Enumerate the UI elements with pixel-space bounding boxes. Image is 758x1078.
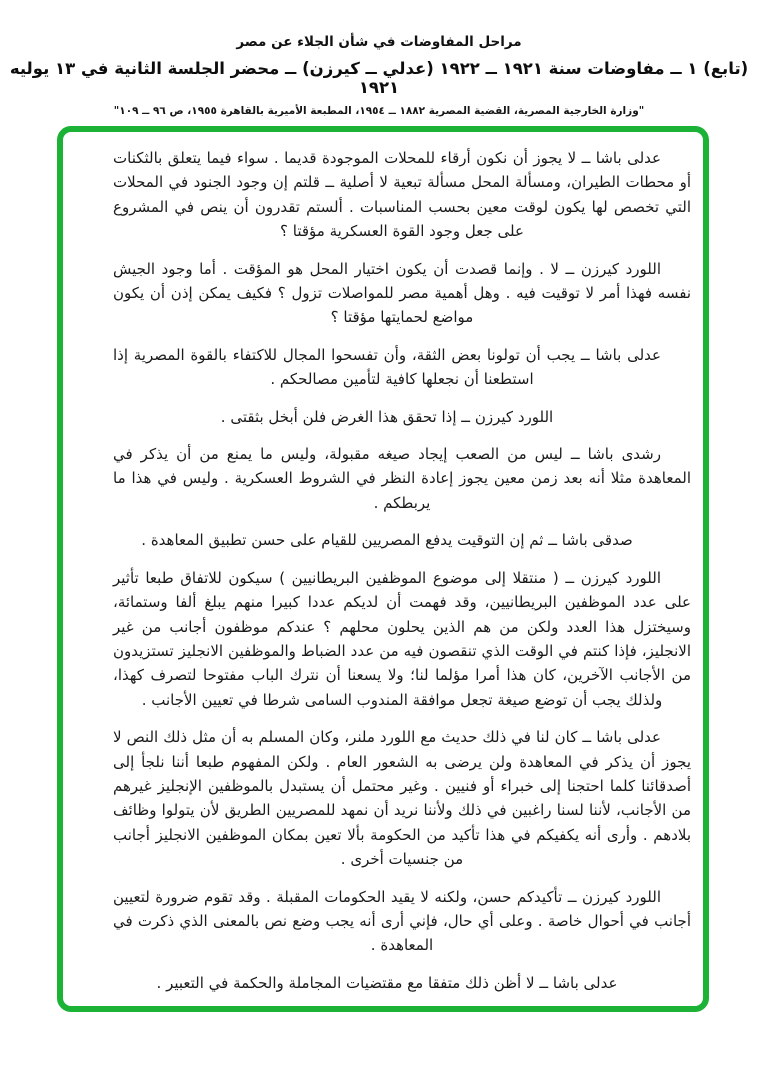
dialogue-text: لا يجوز أن نكون أرقاء للمحلات الموجودة قديما . سواء فيما يتعلق بالثكنات أو محطات الطيران، ومسألة المحل مسألة تبعية لا أصلية ــ قلتم إن وجود الجنود في المحلات التي تخصص لها يكون لوقت معين بحسب المناسبات . ألستم تقدرون أن ينص في المشروع على جعل وجود القوة العسكرية مؤقتا ؟ <box>113 149 691 241</box>
dialogue-text: تأكيدكم حسن، ولكنه لا يقيد الحكومات المقبلة . وقد تقوم ضرورة لتعيين أجانب في أحوال خاصة . وعلى أي حال، فإني أرى أنه يجب وضع نص بالمعنى الذي ذكرت في المعاهدة . <box>113 887 691 955</box>
speaker-separator: ــ <box>562 887 582 906</box>
source-citation: "وزارة الخارجية المصرية، القضية المصرية ١٨٨٢ ــ ١٩٥٤، المطبعة الأميرية بالقاهرة ١٩٥٥، ص ٩٦ ــ ١٠٩" <box>113 105 645 117</box>
dialogue-paragraph <box>113 528 691 552</box>
dialogue-text: ثم إن التوقيت يدفع المصريين للقيام على حسن تطبيق المعاهدة . <box>141 531 544 550</box>
dialogue-text: إذا تحقق هذا الغرض فلن أبخل بثقتى . <box>220 407 457 426</box>
dialogue-paragraph <box>113 971 691 995</box>
dialogue-text: كان لنا في ذلك حديث مع اللورد ملنر، وكان المسلم به أن مثل ذلك النص لا يجوز أن يذكر في المعاهدة ولن يرضى به الشعور العام . ولكن المفهوم طبعا أننا نلجأ إلى أصدقائنا كلما احتجنا إلى خبراء أو فنيين . وغير محتمل أن يستبدل بالموظفين الإنجليز غيرهم من الأجانب، لأننا لسنا راغبين في ذلك ولأننا نريد أن نمهد للمصريين الطريق لأن يتولوا وظائف بلادهم . وأرى أنه يكفيكم في هذا تأكيد من الحكومة بألا تعين بمكان الموظفين الانجليز أجانب من جنسيات أخرى . <box>113 728 691 869</box>
speaker-separator: ــ <box>558 568 581 587</box>
speaker-name: صدقى باشا <box>561 531 633 550</box>
speaker-name: اللورد كيرزن <box>580 568 662 587</box>
speaker-name: اللورد كيرزن <box>581 887 661 906</box>
dialogue-paragraph <box>113 725 691 871</box>
speaker-separator: ــ <box>575 345 596 364</box>
speaker-separator: ــ <box>456 407 475 426</box>
speaker-name: اللورد كيرزن <box>580 259 662 278</box>
dialogue-paragraph <box>113 257 691 330</box>
speaker-name: عدلى باشا <box>595 345 662 364</box>
dialogue-paragraph <box>113 566 691 712</box>
highlight-frame <box>57 126 709 1012</box>
dialogue-text: لا . وإنما قصدت أن يكون اختيار المحل هو المؤقت . أما وجود الجيش نفسه فهذا أمر لا توقيت فيه . وهل أهمية مصر للمواصلات تزول ؟ فكيف يمكن إذن أن يكون مواضع لحمايتها مؤقتا ؟ <box>113 259 691 327</box>
speaker-separator: ــ <box>577 728 597 747</box>
speaker-name: عدلى باشا <box>596 728 661 747</box>
speaker-name: عدلى باشا <box>552 973 618 992</box>
dialogue-transcript <box>113 146 691 995</box>
speaker-name: اللورد كيرزن <box>474 407 554 426</box>
dialogue-text: لا أظن ذلك متفقا مع مقتضيات المجاملة والحكمة في التعبير . <box>156 973 535 992</box>
speaker-separator: ــ <box>543 531 562 550</box>
speaker-separator: ــ <box>562 445 588 464</box>
dialogue-paragraph <box>113 885 691 958</box>
dialogue-paragraph <box>113 442 691 515</box>
speaker-separator: ــ <box>534 973 553 992</box>
dialogue-paragraph <box>113 146 691 244</box>
dialogue-text: ( منتقلا إلى موضوع الموظفين البريطانيين ) سيكون للاتفاق طبعا تأثير على عدد الموظفين البريطانيين، وقد فهمت أن لديكم عددا كبيرا منهم يبلغ ألفا وستمائة، وسيختزل هذا العدد ولكن من هم الذين يحلون محلهم ؟ عندكم موظفون أجانب من غير الانجليز، فإذا كنتم في الوقت الذي تنقصون فيه من عدد الضباط والموظفين الانجليز تستزيدون من الأجانب الآخرين، كان هذا أمرا مؤلما لنا؛ ولا يسعنا أن نترك الباب مفتوحا لتصرف كهذا، ولذلك يجب أن توضع صيغة تجعل موافقة المندوب السامى شرطا في تعيين الأجانب . <box>113 568 691 709</box>
page-subtitle: (تابع) ١ ــ مفاوضات سنة ١٩٢١ ــ ١٩٢٢ (عدلي ــ كيرزن) ــ محضر الجلسة الثانية في ١٣ يوليه ١٩٢١ <box>9 59 749 97</box>
dialogue-text: ليس من الصعب إيجاد صيغه مقبولة، وليس ما يمنع من أن يذكر في المعاهدة مثلا أنه بعد زمن معين يجوز إعادة النظر في الشروط العسكرية . وليس في هذا ما يربطكم . <box>113 445 691 512</box>
page-title: مراحل المفاوضات في شأن الجلاء عن مصر <box>236 34 522 50</box>
speaker-name: عدلى باشا <box>595 149 661 167</box>
dialogue-paragraph <box>113 405 691 429</box>
dialogue-paragraph <box>113 343 691 392</box>
speaker-separator: ــ <box>576 149 596 167</box>
speaker-name: رشدى باشا <box>587 445 661 464</box>
page-header <box>0 34 758 117</box>
dialogue-text: يجب أن تولونا بعض الثقة، وأن تفسحوا المجال للاكتفاء بالقوة المصرية إذا استطعنا أن نجعلها كافية لتأمين مصالحكم . <box>113 345 576 389</box>
speaker-separator: ــ <box>558 259 581 278</box>
